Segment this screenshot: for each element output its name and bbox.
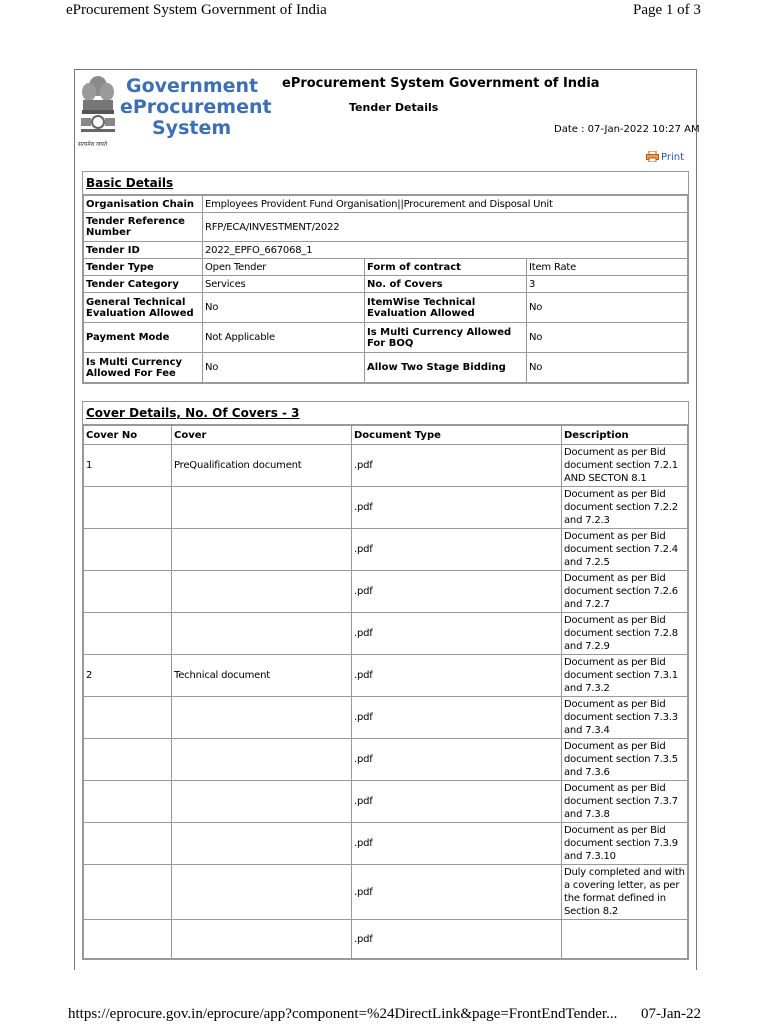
no-of-covers-value: 3	[527, 276, 688, 293]
cover-cell	[172, 920, 352, 959]
cover-cell	[172, 529, 352, 571]
document-type-cell: .pdf	[352, 655, 562, 697]
cover-no-cell	[84, 697, 172, 739]
print-header-title: eProcurement System Government of India	[66, 2, 327, 18]
tender-category-label: Tender Category	[84, 276, 203, 293]
cover-no-cell: 1	[84, 445, 172, 487]
cover-no-cell	[84, 739, 172, 781]
cover-cell	[172, 739, 352, 781]
table-row	[84, 242, 688, 259]
table-row	[84, 697, 688, 739]
basic-details-section	[82, 171, 689, 384]
tender-id-value: 2022_EPFO_667068_1	[203, 242, 688, 259]
print-label: Print	[661, 152, 685, 163]
multi-currency-boq-label: Is Multi Currency Allowed For BOQ	[365, 323, 527, 353]
cover-cell	[172, 823, 352, 865]
description-cell: Document as per Bid document section 7.3.3 and 7.3.4	[562, 697, 688, 739]
document-type-cell: .pdf	[352, 529, 562, 571]
table-row	[84, 487, 688, 529]
cover-no-cell	[84, 865, 172, 920]
description-cell: Duly completed and with a covering letter, as per the format defined in Section 8.2	[562, 865, 688, 920]
table-header-row	[84, 426, 688, 445]
cover-cell: PreQualification document	[172, 445, 352, 487]
cover-no-cell	[84, 571, 172, 613]
site-title: eProcurement System Government of India	[282, 76, 600, 91]
document-type-cell: .pdf	[352, 823, 562, 865]
cover-no-cell	[84, 487, 172, 529]
cover-cell	[172, 487, 352, 529]
form-of-contract-label: Form of contract	[365, 259, 527, 276]
document-type-cell: .pdf	[352, 920, 562, 959]
multi-currency-fee-value: No	[203, 353, 365, 383]
table-row	[84, 613, 688, 655]
description-cell	[562, 920, 688, 959]
column-header: Description	[562, 426, 688, 445]
table-row	[84, 323, 688, 353]
organisation-chain-value: Employees Provident Fund Organisation||Procurement and Disposal Unit	[203, 196, 688, 213]
document-type-cell: .pdf	[352, 697, 562, 739]
itemwise-technical-label: ItemWise Technical Evaluation Allowed	[365, 293, 527, 323]
description-cell: Document as per Bid document section 7.3.7 and 7.3.8	[562, 781, 688, 823]
cover-no-cell	[84, 781, 172, 823]
itemwise-technical-value: No	[527, 293, 688, 323]
general-technical-value: No	[203, 293, 365, 323]
payment-mode-value: Not Applicable	[203, 323, 365, 353]
tender-id-label: Tender ID	[84, 242, 203, 259]
print-header-page: Page 1 of 3	[633, 2, 701, 18]
cover-cell	[172, 571, 352, 613]
cover-cell	[172, 865, 352, 920]
tender-category-value: Services	[203, 276, 365, 293]
cover-details-table	[83, 425, 688, 959]
cover-details-section	[82, 401, 689, 960]
table-row	[84, 259, 688, 276]
document-type-cell: .pdf	[352, 613, 562, 655]
logo-line-2: eProcurement	[120, 96, 272, 118]
cover-no-cell: 2	[84, 655, 172, 697]
basic-details-heading: Basic Details	[83, 172, 688, 195]
multi-currency-boq-value: No	[527, 323, 688, 353]
tender-reference-label: Tender Reference Number	[84, 213, 203, 242]
document-type-cell: .pdf	[352, 781, 562, 823]
document-type-cell: .pdf	[352, 445, 562, 487]
document-type-cell: .pdf	[352, 487, 562, 529]
table-row	[84, 655, 688, 697]
table-row	[84, 353, 688, 383]
table-row	[84, 445, 688, 487]
multi-currency-fee-label: Is Multi Currency Allowed For Fee	[84, 353, 203, 383]
logo-text	[120, 76, 272, 139]
no-of-covers-label: No. of Covers	[365, 276, 527, 293]
two-stage-bidding-value: No	[527, 353, 688, 383]
tender-reference-value: RFP/ECA/INVESTMENT/2022	[203, 213, 688, 242]
description-cell: Document as per Bid document section 7.3.5 and 7.3.6	[562, 739, 688, 781]
table-row	[84, 781, 688, 823]
document-type-cell: .pdf	[352, 571, 562, 613]
general-technical-label: General Technical Evaluation Allowed	[84, 293, 203, 323]
table-row	[84, 823, 688, 865]
table-row	[84, 196, 688, 213]
description-cell: Document as per Bid document section 7.2.4 and 7.2.5	[562, 529, 688, 571]
page-title: Tender Details	[349, 101, 439, 114]
cover-no-cell	[84, 823, 172, 865]
form-of-contract-value: Item Rate	[527, 259, 688, 276]
table-row	[84, 865, 688, 920]
cover-cell	[172, 697, 352, 739]
cover-details-heading: Cover Details, No. Of Covers - 3	[83, 402, 688, 425]
tender-type-label: Tender Type	[84, 259, 203, 276]
date-stamp: Date : 07-Jan-2022 10:27 AM	[554, 124, 700, 135]
basic-details-table	[83, 195, 688, 383]
cover-no-cell	[84, 613, 172, 655]
payment-mode-label: Payment Mode	[84, 323, 203, 353]
table-row	[84, 920, 688, 959]
column-header: Cover	[172, 426, 352, 445]
document-type-cell: .pdf	[352, 865, 562, 920]
cover-no-cell	[84, 920, 172, 959]
cover-no-cell	[84, 529, 172, 571]
description-cell: Document as per Bid document section 7.2.8 and 7.2.9	[562, 613, 688, 655]
table-row	[84, 739, 688, 781]
column-header: Document Type	[352, 426, 562, 445]
cover-cell: Technical document	[172, 655, 352, 697]
column-header: Cover No	[84, 426, 172, 445]
table-row	[84, 276, 688, 293]
print-link[interactable]	[646, 151, 684, 163]
table-row	[84, 571, 688, 613]
description-cell: Document as per Bid document section 7.3.9 and 7.3.10	[562, 823, 688, 865]
logo-line-3: System	[152, 117, 232, 139]
tender-type-value: Open Tender	[203, 259, 365, 276]
footer-url[interactable]: https://eprocure.gov.in/eprocure/app?component=%24DirectLink&page=FrontEndTender...	[68, 1006, 618, 1022]
organisation-chain-label: Organisation Chain	[84, 196, 203, 213]
description-cell: Document as per Bid document section 7.2.2 and 7.2.3	[562, 487, 688, 529]
emblem-caption: सत्यमेव जयते	[78, 142, 108, 148]
footer-date: 07-Jan-22	[641, 1006, 701, 1022]
document-type-cell: .pdf	[352, 739, 562, 781]
description-cell: Document as per Bid document section 7.2.1 AND SECTON 8.1	[562, 445, 688, 487]
printer-icon	[646, 151, 659, 162]
description-cell: Document as per Bid document section 7.3.1 and 7.3.2	[562, 655, 688, 697]
logo-line-1: Government	[126, 75, 259, 97]
cover-cell	[172, 781, 352, 823]
table-row	[84, 213, 688, 242]
description-cell: Document as per Bid document section 7.2.6 and 7.2.7	[562, 571, 688, 613]
site-logo[interactable]	[78, 72, 272, 152]
cover-cell	[172, 613, 352, 655]
table-row	[84, 293, 688, 323]
two-stage-bidding-label: Allow Two Stage Bidding	[365, 353, 527, 383]
table-row	[84, 529, 688, 571]
